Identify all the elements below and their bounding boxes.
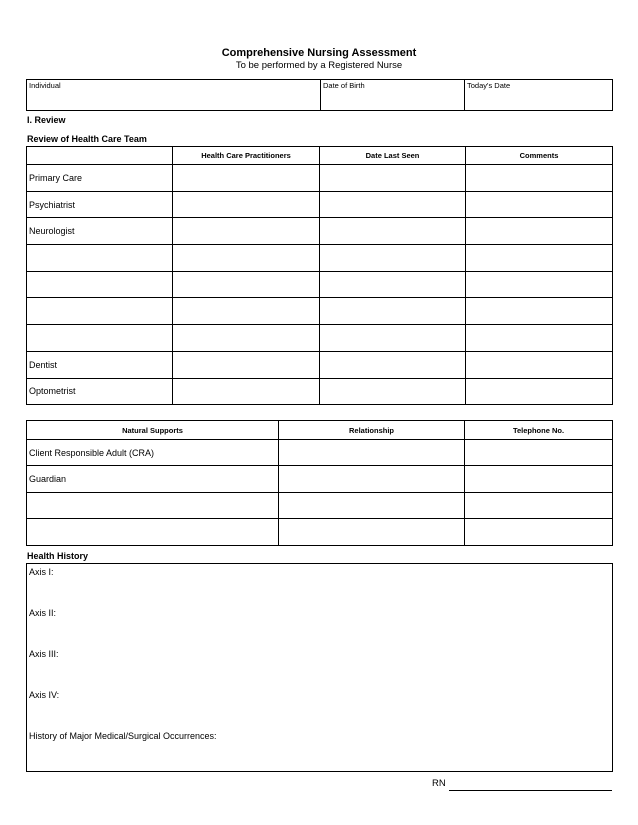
practitioner-cell[interactable] (173, 378, 320, 405)
col-header-blank (27, 147, 173, 165)
row-label[interactable] (27, 245, 173, 272)
table-row (27, 440, 613, 466)
telephone-cell[interactable] (465, 466, 613, 492)
date-cell[interactable] (320, 218, 466, 245)
support-label: Guardian (27, 466, 279, 492)
table-row (27, 466, 613, 492)
relationship-cell[interactable] (279, 466, 465, 492)
practitioner-cell[interactable] (173, 245, 320, 272)
form-title: Comprehensive Nursing Assessment (221, 47, 417, 59)
axis-ii-label: Axis II: (29, 608, 57, 618)
row-label: Neurologist (27, 218, 173, 245)
comments-cell[interactable] (466, 271, 613, 298)
date-cell[interactable] (320, 165, 466, 192)
col-header-date-last-seen: Date Last Seen (320, 147, 466, 165)
axis-i-label: Axis I: (29, 567, 54, 577)
comments-cell[interactable] (466, 378, 613, 405)
relationship-cell[interactable] (279, 519, 465, 545)
support-label: Client Responsible Adult (CRA) (27, 440, 279, 466)
relationship-cell[interactable] (279, 440, 465, 466)
table-row (27, 325, 613, 352)
individual-field[interactable] (27, 80, 321, 111)
relationship-cell[interactable] (279, 492, 465, 518)
health-history-title: Health History (27, 551, 89, 561)
comments-cell[interactable] (466, 165, 613, 192)
comments-cell[interactable] (466, 191, 613, 218)
comments-cell[interactable] (466, 218, 613, 245)
review-table-title: Review of Health Care Team (27, 134, 147, 144)
comments-cell[interactable] (466, 325, 613, 352)
health-care-team-table (26, 146, 613, 405)
support-label[interactable] (27, 492, 279, 518)
table-row (27, 245, 613, 272)
date-cell[interactable] (320, 351, 466, 378)
axis-iii-label: Axis III: (29, 649, 59, 659)
telephone-cell[interactable] (465, 519, 613, 545)
todays-date-label: Today's Date (467, 81, 511, 90)
row-label[interactable] (27, 271, 173, 298)
date-cell[interactable] (320, 298, 466, 325)
individual-label: Individual (29, 81, 61, 90)
medical-history-label: History of Major Medical/Surgical Occurrences: (29, 731, 217, 741)
natural-supports-table (26, 420, 613, 546)
date-cell[interactable] (320, 378, 466, 405)
date-cell[interactable] (320, 245, 466, 272)
telephone-cell[interactable] (465, 440, 613, 466)
table-row (27, 519, 613, 545)
comments-cell[interactable] (466, 351, 613, 378)
info-table (26, 79, 613, 111)
col-header-relationship: Relationship (279, 421, 465, 440)
table-row (27, 351, 613, 378)
support-label[interactable] (27, 519, 279, 545)
table-row (27, 271, 613, 298)
date-cell[interactable] (320, 325, 466, 352)
practitioner-cell[interactable] (173, 351, 320, 378)
table-row (27, 165, 613, 192)
row-label: Primary Care (27, 165, 173, 192)
row-label: Optometrist (27, 378, 173, 405)
row-label[interactable] (27, 325, 173, 352)
table-row (27, 492, 613, 518)
practitioner-cell[interactable] (173, 325, 320, 352)
todays-date-field[interactable] (465, 80, 613, 111)
table-row (27, 218, 613, 245)
table-row (27, 378, 613, 405)
comments-cell[interactable] (466, 298, 613, 325)
date-of-birth-label: Date of Birth (323, 81, 365, 90)
section-review-title: I. Review (27, 115, 66, 125)
telephone-cell[interactable] (465, 492, 613, 518)
practitioner-cell[interactable] (173, 191, 320, 218)
practitioner-cell[interactable] (173, 165, 320, 192)
axis-iv-label: Axis IV: (29, 690, 60, 700)
col-header-practitioners: Health Care Practitioners (173, 147, 320, 165)
col-header-comments: Comments (466, 147, 613, 165)
table-row (27, 191, 613, 218)
table-row (27, 298, 613, 325)
practitioner-cell[interactable] (173, 298, 320, 325)
practitioner-cell[interactable] (173, 271, 320, 298)
row-label: Dentist (27, 351, 173, 378)
col-header-natural-supports: Natural Supports (27, 421, 279, 440)
rn-signature-label: RN (432, 778, 446, 789)
comments-cell[interactable] (466, 245, 613, 272)
col-header-telephone: Telephone No. (465, 421, 613, 440)
rn-signature-line[interactable] (449, 790, 612, 791)
date-cell[interactable] (320, 271, 466, 298)
date-of-birth-field[interactable] (321, 80, 465, 111)
date-cell[interactable] (320, 191, 466, 218)
practitioner-cell[interactable] (173, 218, 320, 245)
health-history-box[interactable] (26, 563, 613, 772)
row-label: Psychiatrist (27, 191, 173, 218)
form-subtitle: To be performed by a Registered Nurse (235, 60, 403, 71)
row-label[interactable] (27, 298, 173, 325)
